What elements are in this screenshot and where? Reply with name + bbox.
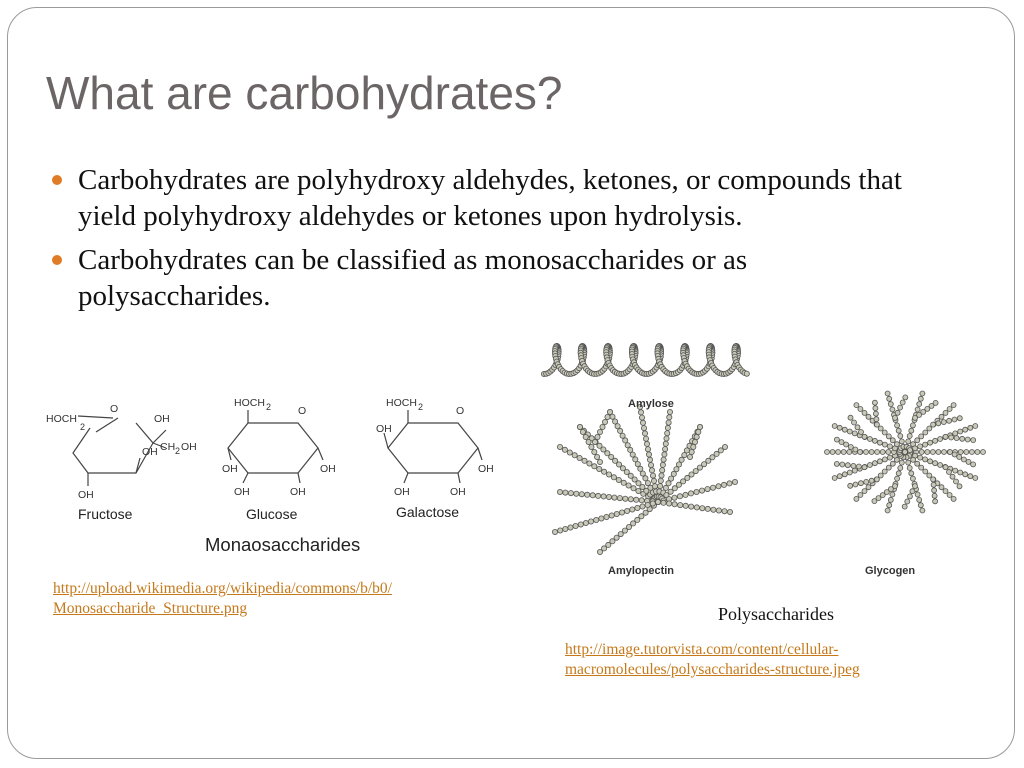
atom-label: 2 [266,402,272,412]
atom-label: OH [320,463,336,475]
atom-label: 2 [80,422,86,432]
atom-label: HOCH [386,397,417,409]
bullet-item: Carbohydrates can be classified as monosaccharides or as polysaccharides. [50,242,930,314]
atom-label: 2 [175,446,181,456]
atom-label: CH [160,441,176,453]
glycogen-label: Glycogen [865,565,916,577]
link-line: http://image.tutorvista.com/content/cellular- [565,641,839,658]
link-line: Monosaccharide_Structure.png [53,600,248,617]
monosaccharide-source-link[interactable] [53,579,392,619]
atom-label: 2 [418,402,424,412]
polysaccharides-caption: Polysaccharides [718,604,834,624]
bullet-list [50,162,930,322]
atom-label: OH [394,486,410,498]
atom-label: OH [78,489,94,501]
bullet-item: Carbohydrates are polyhydroxy aldehydes, ketones, or compounds that yield polyhydroxy aldehydes or ketones upon hydrolysis. [50,162,930,234]
atom-label: HOCH [234,397,265,409]
polysaccharide-source-link[interactable] [565,640,860,680]
monosaccharide-figure [38,388,508,563]
atom-label: O [456,405,465,417]
atom-label: OH [234,486,250,498]
atom-label: OH [181,441,197,453]
atom-label: O [298,405,307,417]
amylose-label: Amylose [628,398,674,410]
slide-title: What are carbohydrates? [46,67,563,119]
link-line: http://upload.wikimedia.org/wikipedia/commons/b/b0/ [53,580,392,597]
atom-label: OH [154,413,170,425]
galactose-label: Galactose [396,504,460,520]
amylose-chain [541,343,749,376]
atom-label: OH [478,463,494,475]
amylopectin-branches [552,404,737,554]
amylopectin-label: Amylopectin [608,565,675,577]
atom-label: O [110,403,119,415]
atom-label: OH [222,463,238,475]
fructose-label: Fructose [78,506,133,522]
atom-label: OH [450,486,466,498]
monosaccharides-caption: Monaosaccharides [205,534,361,555]
atom-label: OH [290,486,306,498]
polysaccharide-figure [540,332,995,584]
atom-label: HOCH [46,413,77,425]
atom-label: OH [376,423,392,435]
link-line: macromolecules/polysaccharides-structure.jpeg [565,661,860,678]
glucose-label: Glucose [246,506,298,522]
atom-label: OH [142,446,158,458]
glycogen-branches [825,391,986,513]
